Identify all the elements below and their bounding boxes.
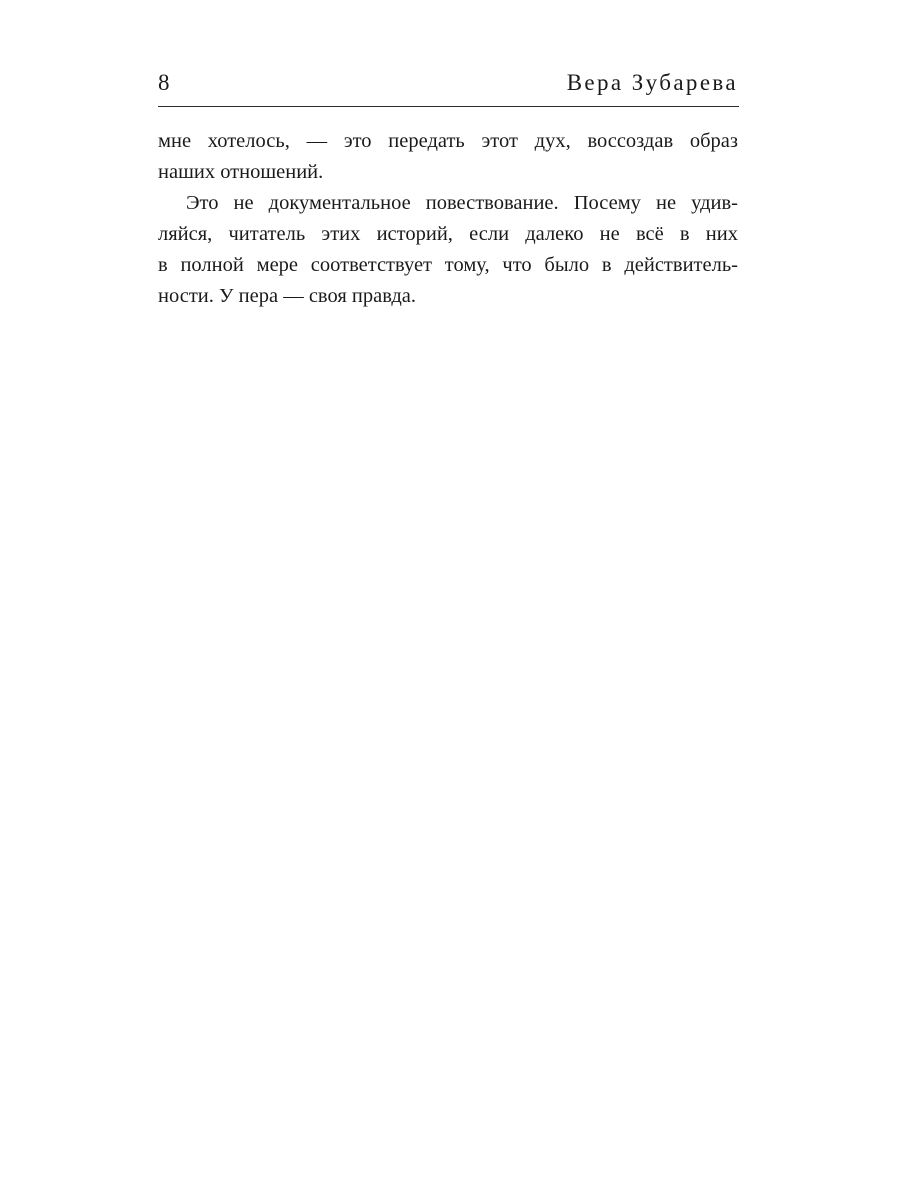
page-number: 8 bbox=[158, 70, 170, 95]
header-rule bbox=[158, 106, 739, 107]
text-line: ляйся, читатель этих историй, если далеко не всё в них bbox=[158, 223, 738, 245]
text-line: Это не документальное повествование. Посему не удив- bbox=[186, 192, 738, 214]
text-line: в полной мере соответствует тому, что было в действитель- bbox=[158, 254, 738, 276]
text-line: наших отношений. bbox=[158, 161, 324, 183]
paragraph bbox=[158, 188, 738, 312]
running-title: Вера Зубарева bbox=[566, 70, 738, 95]
text-line: мне хотелось, — это передать этот дух, воссоздав образ bbox=[158, 130, 738, 152]
text-line: ности. У пера — своя правда. bbox=[158, 285, 417, 307]
paragraph bbox=[158, 126, 738, 188]
body-text bbox=[158, 126, 738, 312]
running-head bbox=[158, 66, 738, 100]
